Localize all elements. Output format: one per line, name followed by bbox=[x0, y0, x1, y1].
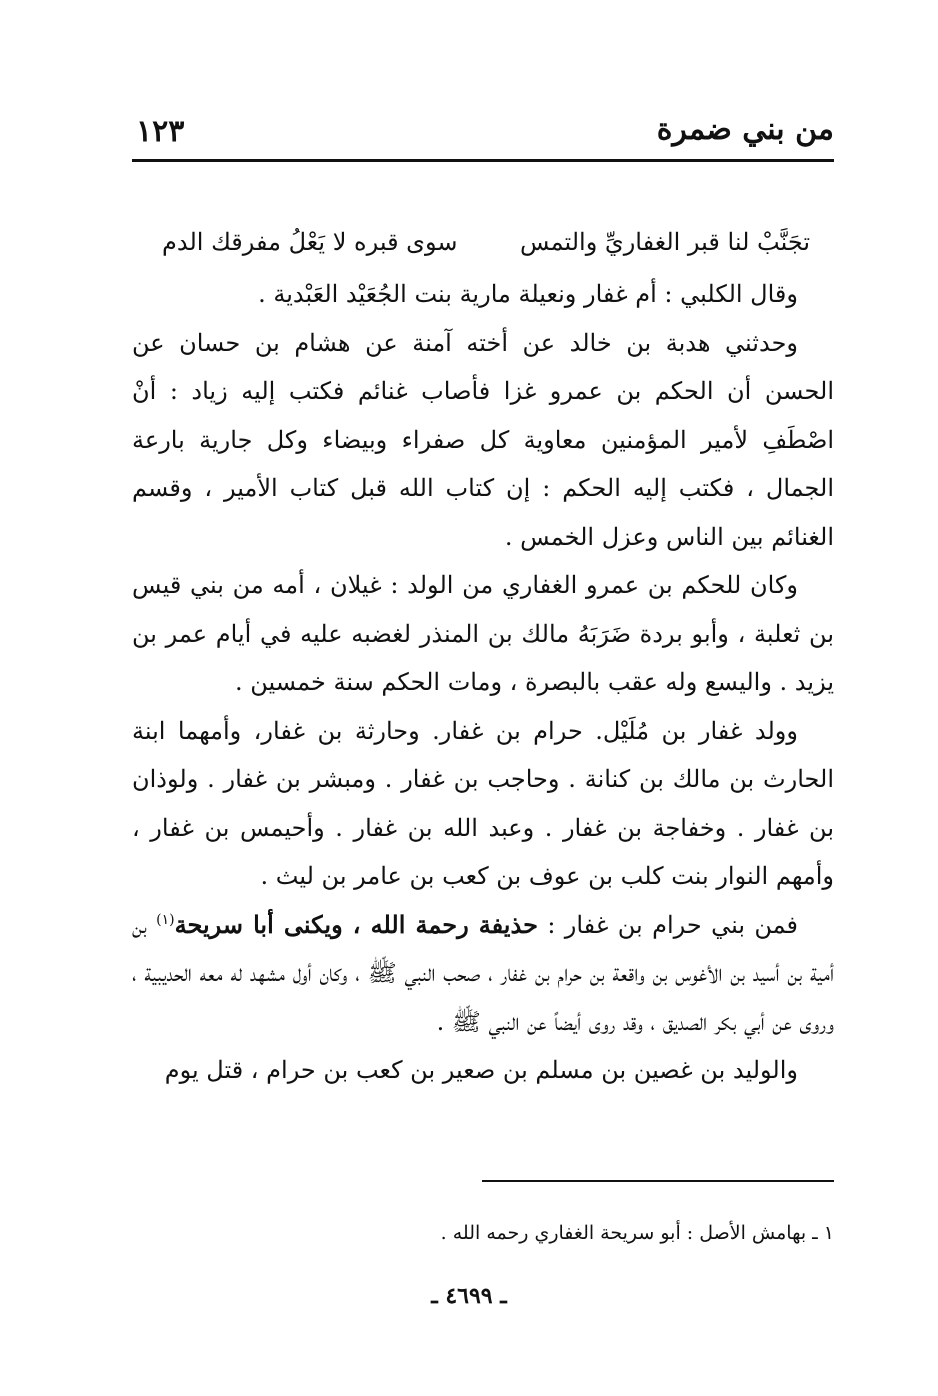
folio-number: ـ ٤٦٩٩ ـ bbox=[431, 1283, 507, 1309]
paragraph-hudhayfa bbox=[132, 901, 834, 1047]
hudhayfa-lead: فمن بني حرام بن غفار : bbox=[547, 910, 798, 939]
poetry-verse bbox=[132, 222, 834, 270]
header-divider bbox=[132, 159, 834, 162]
paragraph-hakam-letter: وحدثني هدبة بن خالد عن أخته آمنة عن هشام بن حسان عن الحسن أن الحكم بن عمرو غزا فأصاب غنائم فكتب إليه زياد : أنْ اصْطَفِ لأمير المؤمنين معاوية كل صفراء وبيضاء وكل جارية بارعة الجمال ، فكتب إليه الحكم : إن كتاب الله قبل كتاب الأمير ، وقسم الغنائم بين الناس وعزل الخمس . bbox=[132, 328, 834, 551]
page-number: ١٢٣ bbox=[136, 114, 185, 149]
verse-first-hemistich: تجَنَّبْ لنا قبر الغفاريِّ والتمس bbox=[520, 228, 810, 256]
running-head bbox=[132, 112, 834, 160]
running-title: من بني ضمرة bbox=[656, 112, 834, 147]
paragraph-hakam-children: وكان للحكم بن عمرو الغفاري من الولد : غيلان ، أمه من بني قيس بن ثعلبة ، وأبو بردة ضَرَبَهُ مالك بن المنذر لغضبه عليه في أيام عمر بن يزيد . واليسع وله عقب بالبصرة ، ومات الحكم سنة خمسين . bbox=[132, 571, 834, 696]
footnote-reference[interactable]: (١) bbox=[156, 911, 175, 928]
paragraph-kalbi: وقال الكلبي : أم غفار ونعيلة مارية بنت الجُعَيْد العَبْدية . bbox=[258, 280, 798, 308]
verse-second-hemistich: سوى قبره لا يَعْلُ مفرقك الدم bbox=[162, 228, 458, 256]
page-body bbox=[132, 222, 834, 1095]
paragraph-walid: والوليد بن غصين بن مسلم بن صعير بن كعب بن حرام ، قتل يوم bbox=[164, 1056, 798, 1084]
paragraph-ghifar-children: وولد غفار بن مُلَيْل. حرام بن غفار. وحارثة بن غفار، وأمهما ابنة الحارث بن مالك بن كنانة . وحاجب بن غفار . ومبشر بن غفار . ولوذان بن غفار . وخفاجة بن غفار . وعبد الله بن غفار . وأحيمس بن غفار ، وأمهم النوار بنت كلب بن عوف بن كعب بن عامر بن ليث . bbox=[132, 716, 834, 890]
footnote: ١ ـ بهامش الأصل : أبو سريحة الغفاري رحمه الله . bbox=[440, 1222, 834, 1244]
hudhayfa-name: حذيفة رحمة الله ، ويكنى أبا سريحة bbox=[174, 909, 538, 939]
footnote-divider bbox=[482, 1180, 834, 1182]
hudhayfa-rest: بن أمية بن أسيد بن الأغوس بن واقعة بن حرام بن غفار ، صحب النبي ﷺ ، وكان أول مشهد له معه الحديبية ، وروى عن أبي بكر الصديق ، وقد روى أيضاً عن النبي ﷺ . bbox=[132, 910, 835, 1036]
